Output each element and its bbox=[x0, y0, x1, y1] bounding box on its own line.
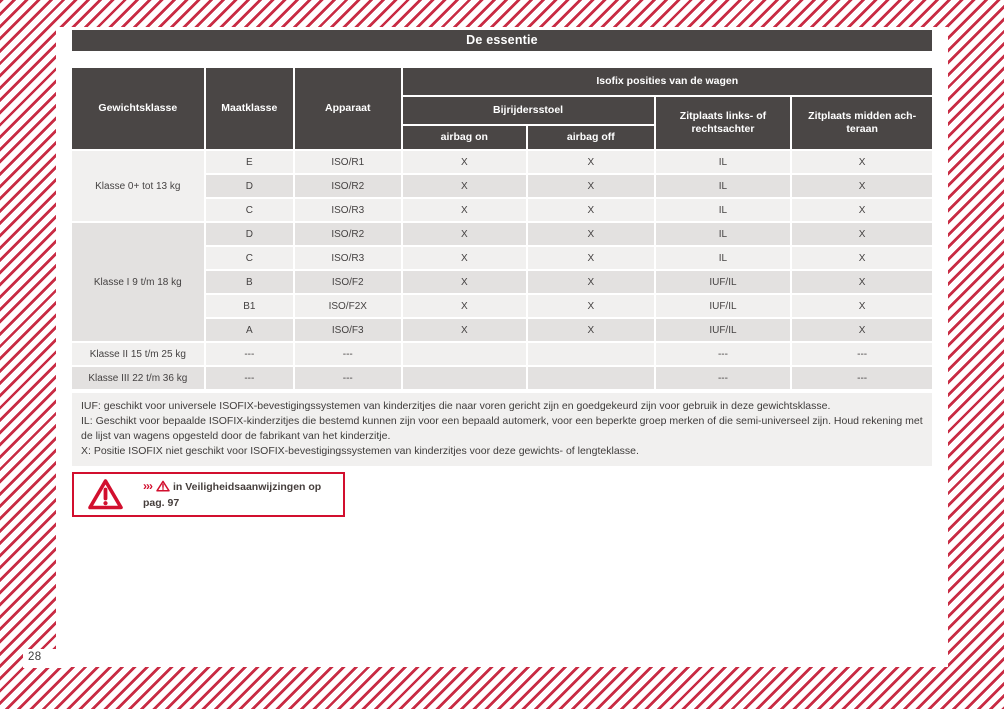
table-cell: X bbox=[528, 319, 654, 341]
table-cell bbox=[528, 367, 654, 389]
table-cell: --- bbox=[656, 367, 791, 389]
safety-warning-box bbox=[72, 472, 345, 517]
table-cell: X bbox=[792, 175, 932, 197]
column-group-isofix-posities: Isofix posities van de wagen bbox=[403, 68, 933, 95]
table-cell: ISO/F3 bbox=[295, 319, 400, 341]
table-cell: --- bbox=[295, 367, 400, 389]
column-header-zitplaats-midden: Zitplaats midden achteraan bbox=[792, 97, 932, 149]
table-cell: X bbox=[403, 271, 527, 293]
table-cell: X bbox=[792, 151, 932, 173]
table-cell: ISO/R3 bbox=[295, 199, 400, 221]
table-cell: X bbox=[792, 319, 932, 341]
table-cell: X bbox=[528, 223, 654, 245]
table-cell: ISO/F2X bbox=[295, 295, 400, 317]
table-cell: B bbox=[206, 271, 293, 293]
cross-reference-chevrons: ››› bbox=[143, 479, 152, 493]
table-cell: --- bbox=[656, 343, 791, 365]
table-row bbox=[72, 151, 932, 173]
page-number: 28 bbox=[28, 651, 42, 663]
column-header-gewichtsklasse: Gewichtsklasse bbox=[72, 68, 204, 149]
table-cell: IL bbox=[656, 199, 791, 221]
table-row bbox=[72, 367, 932, 389]
table-cell: X bbox=[792, 247, 932, 269]
gewichtsklasse-cell: Klasse II 15 t/m 25 kg bbox=[72, 343, 204, 365]
table-cell: X bbox=[792, 295, 932, 317]
table-cell: X bbox=[528, 151, 654, 173]
table-cell: X bbox=[403, 223, 527, 245]
table-cell: X bbox=[792, 271, 932, 293]
table-cell: IUF/IL bbox=[656, 295, 791, 317]
gewichtsklasse-cell: Klasse I 9 t/m 18 kg bbox=[72, 223, 204, 341]
table-cell: B1 bbox=[206, 295, 293, 317]
table-cell: X bbox=[403, 175, 527, 197]
isofix-positions-table bbox=[70, 66, 934, 391]
table-cell: --- bbox=[792, 367, 932, 389]
table-cell: --- bbox=[295, 343, 400, 365]
warning-label: in Veiligheidsaanwijzingen op pag. 97 bbox=[143, 481, 322, 509]
column-header-airbag-on: airbag on bbox=[403, 126, 527, 149]
table-cell: X bbox=[792, 199, 932, 221]
column-group-bijrijdersstoel: Bijrijdersstoel bbox=[403, 97, 654, 124]
table-cell: ISO/F2 bbox=[295, 271, 400, 293]
footnote-x: X: Positie ISOFIX niet geschikt voor ISOFIX-bevestigingssystemen van kinderzitjes voor deze gewichts- of lengteklasse. bbox=[81, 445, 639, 457]
table-cell: ISO/R1 bbox=[295, 151, 400, 173]
table-cell: --- bbox=[206, 343, 293, 365]
footnote-iuf: IUF: geschikt voor universele ISOFIX-bevestigingssystemen van kinderzitjes die naar voren gericht zijn en goedgekeurd zijn voor gebruik in deze gewichtsklasse. bbox=[81, 400, 831, 412]
warning-text bbox=[143, 478, 335, 511]
table-cell: IUF/IL bbox=[656, 319, 791, 341]
table-footnotes bbox=[72, 393, 932, 466]
table-cell: X bbox=[403, 199, 527, 221]
column-header-zitplaats-achter: Zitplaats links- of rechtsachter bbox=[656, 97, 791, 149]
warning-triangle-small-icon bbox=[156, 480, 170, 492]
footnote-il: IL: Geschikt voor bepaalde ISOFIX-kinderzitjes die bestemd kunnen zijn voor een bepaald automerk, voor een beperkte groep merken of die semi-universeel zijn. Houd rekening met de lijst van wagens opgesteld door de fabrikant van het kinderzitje. bbox=[81, 415, 923, 442]
table-cell: C bbox=[206, 199, 293, 221]
page-title: De essentie bbox=[72, 30, 932, 51]
table-cell: IL bbox=[656, 247, 791, 269]
table-cell: --- bbox=[792, 343, 932, 365]
column-header-apparaat: Apparaat bbox=[295, 68, 400, 149]
table-cell: A bbox=[206, 319, 293, 341]
table-cell: X bbox=[403, 319, 527, 341]
table-cell: IL bbox=[656, 151, 791, 173]
table-cell: IL bbox=[656, 223, 791, 245]
table-cell: E bbox=[206, 151, 293, 173]
table-cell: X bbox=[528, 175, 654, 197]
table-row bbox=[72, 223, 932, 245]
column-header-airbag-off: airbag off bbox=[528, 126, 654, 149]
table-cell: D bbox=[206, 175, 293, 197]
table-cell: X bbox=[528, 247, 654, 269]
table-cell bbox=[403, 367, 527, 389]
table-cell: ISO/R2 bbox=[295, 223, 400, 245]
table-cell: X bbox=[403, 151, 527, 173]
table-cell: IL bbox=[656, 175, 791, 197]
table-cell: X bbox=[528, 199, 654, 221]
table-cell: IUF/IL bbox=[656, 271, 791, 293]
table-cell: X bbox=[792, 223, 932, 245]
table-cell: --- bbox=[206, 367, 293, 389]
table-cell: X bbox=[528, 271, 654, 293]
table-cell: X bbox=[403, 247, 527, 269]
table-cell bbox=[403, 343, 527, 365]
table-cell: X bbox=[528, 295, 654, 317]
table-cell: C bbox=[206, 247, 293, 269]
table-body bbox=[72, 151, 932, 389]
page-content bbox=[56, 27, 948, 667]
column-header-maatklasse: Maatklasse bbox=[206, 68, 293, 149]
table-row bbox=[72, 343, 932, 365]
gewichtsklasse-cell: Klasse 0+ tot 13 kg bbox=[72, 151, 204, 221]
table-cell: D bbox=[206, 223, 293, 245]
table-cell bbox=[528, 343, 654, 365]
table-cell: X bbox=[403, 295, 527, 317]
table-cell: ISO/R3 bbox=[295, 247, 400, 269]
table-cell: ISO/R2 bbox=[295, 175, 400, 197]
gewichtsklasse-cell: Klasse III 22 t/m 36 kg bbox=[72, 367, 204, 389]
warning-triangle-icon bbox=[87, 478, 124, 511]
